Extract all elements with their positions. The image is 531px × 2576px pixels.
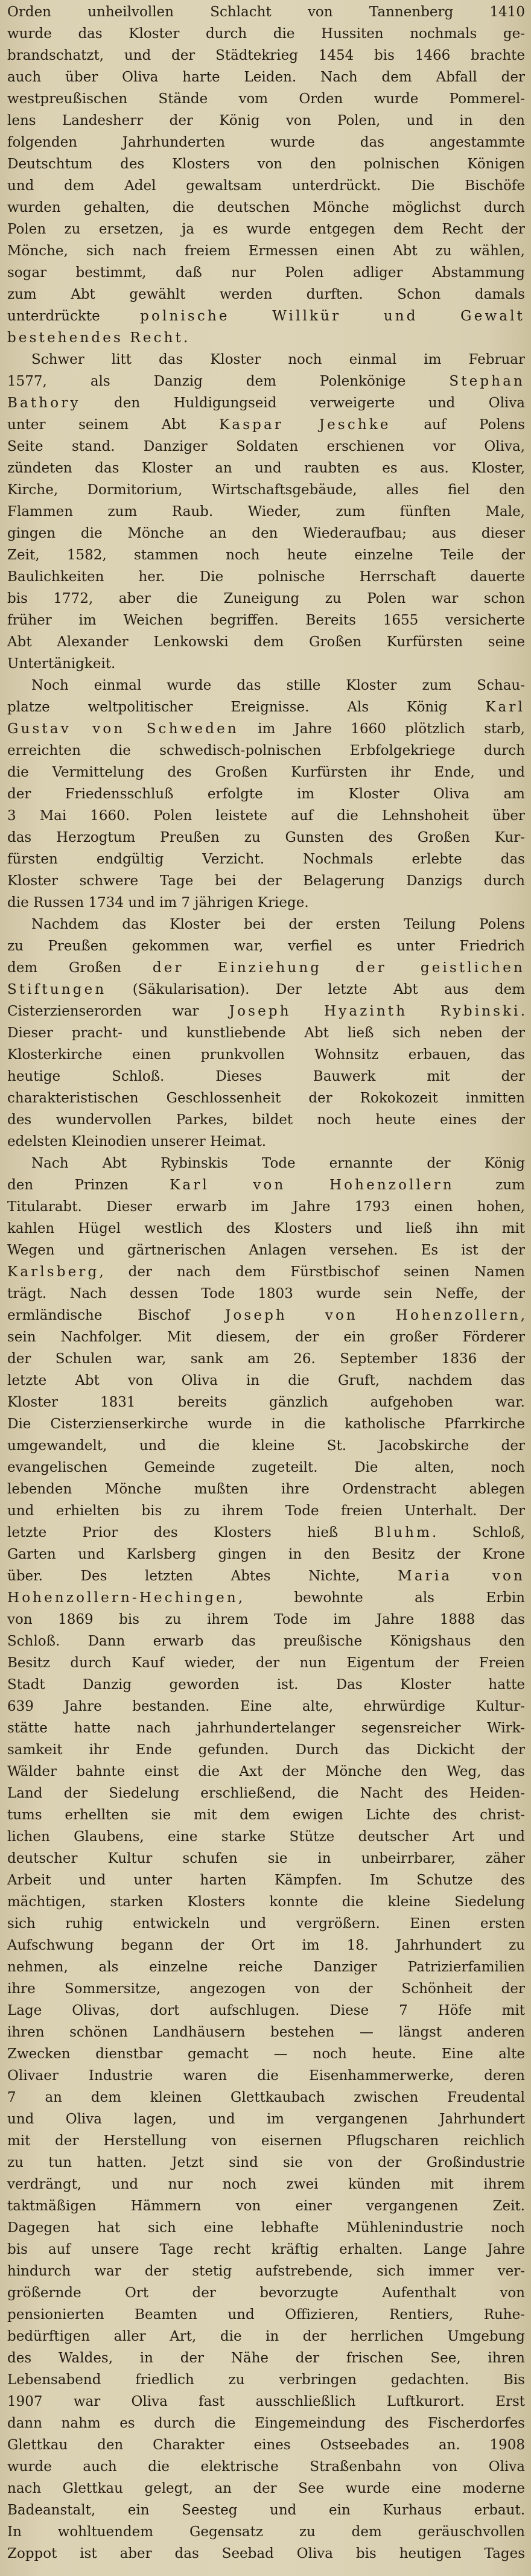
text-line: zu Preußen gekommen war, verfiel es unter Friedrich bbox=[7, 938, 525, 954]
text-line: der Friedensschluß erfolgte im Kloster Oliva am bbox=[7, 786, 525, 802]
text-line: Arbeit und unter harten Kämpfen. Im Schutze des bbox=[7, 1872, 525, 1888]
text-segment: unterdrückte bbox=[7, 308, 141, 324]
text-segment: den Huldigungseid verweigerte und Oliva bbox=[80, 395, 525, 411]
text-line: das Herzogtum Preußen zu Gunsten des Großen Kur- bbox=[7, 830, 525, 845]
text-line: ihren schönen Landhäusern bestehen — längst anderen bbox=[7, 2024, 525, 2040]
text-segment: auf Polens bbox=[390, 417, 525, 433]
text-line: Klosterkirche einen prunkvollen Wohnsitz erbauen, das bbox=[7, 1047, 525, 1063]
article-column bbox=[7, 1, 525, 2565]
text-line: ihre Sommersitze, angezogen von der Schönheit der bbox=[7, 1981, 525, 1997]
text-line: und dem Adel gewaltsam unterdrückt. Die Bischöfe bbox=[7, 178, 525, 194]
text-line: stätte hatte nach jahrhundertelanger segensreicher Wirk- bbox=[7, 1720, 525, 1736]
emphasized-text: bestehendes Recht bbox=[7, 330, 183, 346]
text-line: Untertänigkeit. bbox=[7, 656, 116, 672]
text-segment: unter seinem Abt bbox=[7, 417, 220, 433]
text-line: Flammen zum Raub. Wieder, zum fünften Male, bbox=[7, 504, 525, 520]
text-line: lebenden Mönche mußten ihre Ordenstracht ablegen bbox=[7, 1481, 525, 1497]
text-line: und Oliva lagen, und im vergangenen Jahrhundert bbox=[7, 2111, 525, 2127]
text-line: mächtigen, starken Klosters konnte die kleine Siedelung bbox=[7, 1894, 525, 1910]
text-line bbox=[7, 305, 525, 327]
text-line bbox=[7, 1174, 525, 1196]
text-line: zu tun hatten. Jetzt sind sie von der Großindustrie bbox=[7, 2155, 525, 2171]
text-line: tums erhellten sie mit dem ewigen Lichte des christ- bbox=[7, 1807, 525, 1823]
text-line: Garten und Karlsberg gingen in den Besitz der Krone bbox=[7, 1547, 525, 1562]
text-line: samkeit ihr Ende gefunden. Durch das Dickicht der bbox=[7, 1742, 525, 1758]
text-line: Kirche, Dormitorium, Wirtschaftsgebäude, alles fiel den bbox=[7, 482, 525, 498]
text-line: 639 Jahre bestanden. Eine alte, ehrwürdige Kultur- bbox=[7, 1699, 525, 1714]
text-line bbox=[7, 327, 525, 349]
emphasized-text: polnische Willkür und Gewalt bbox=[140, 308, 525, 324]
text-line: Glettkau den Charakter eines Ostseebades an. 1908 bbox=[7, 2437, 525, 2453]
text-segment: . bbox=[520, 1003, 525, 1019]
text-line: die Vermittelung des Großen Kurfürsten ihr Ende, und bbox=[7, 765, 525, 780]
text-line: 3 Mai 1660. Polen leistete auf die Lehnshoheit über bbox=[7, 808, 525, 824]
text-segment: 1577, als Danzig dem Polenkönige bbox=[7, 374, 450, 389]
text-line: sich ruhig entwickeln und vergrößern. Einen ersten bbox=[7, 1916, 525, 1932]
text-line: des Waldes, in der Nähe der frischen See, ihren bbox=[7, 2350, 525, 2366]
text-line: Wegen und gärtnerischen Anlagen versehen. Es ist der bbox=[7, 1242, 525, 1258]
text-line: mit der Herstellung von eisernen Pflugscharen reichlich bbox=[7, 2133, 525, 2149]
text-line: Zwecken dienstbar gemacht — noch heute. Eine alte bbox=[7, 2046, 525, 2062]
text-line: die Russen 1734 und im 7 jährigen Kriege. bbox=[7, 895, 309, 911]
text-line bbox=[7, 979, 525, 1000]
text-line: früher im Weichen begriffen. Bereits 1655 versicherte bbox=[7, 612, 525, 628]
text-segment: , bewohnte als Erbin bbox=[238, 1590, 525, 1606]
text-line: und erhielten bis zu ihrem Tode freien Unterhalt. Der bbox=[7, 1503, 525, 1519]
text-line: lens Landesherr der König von Polen, und in den bbox=[7, 113, 525, 129]
text-segment: , der nach dem Fürstbischof seinen Namen bbox=[99, 1264, 525, 1280]
text-line: bis 1772, aber die Zuneigung zu Polen war schon bbox=[7, 591, 525, 606]
text-line: In wohltuendem Gegensatz zu dem geräuschvollen bbox=[7, 2524, 525, 2540]
emphasized-text: der Einziehung der geistlichen bbox=[152, 960, 525, 976]
text-line: Seite stand. Danziger Soldaten erschienen vor Oliva, bbox=[7, 439, 525, 454]
emphasized-text: Bathory bbox=[7, 395, 81, 411]
text-segment: letzte Prior des Klosters hieß bbox=[7, 1525, 374, 1541]
text-line: umgewandelt, und die kleine St. Jacobskirche der bbox=[7, 1438, 525, 1454]
text-line bbox=[7, 1305, 525, 1326]
text-segment: im Jahre 1660 plötzlich starb, bbox=[238, 721, 525, 737]
text-line: sogar bestimmt, daß nur Polen adliger Abstammung bbox=[7, 265, 525, 281]
text-line: Land der Siedelung erschließend, die Nacht des Heiden- bbox=[7, 1786, 525, 1801]
text-line: edelsten Kleinodien unserer Heimat. bbox=[7, 1134, 267, 1150]
text-line bbox=[7, 370, 525, 392]
emphasized-text: Hohenzollern-Hechingen bbox=[7, 1590, 238, 1606]
text-line: 1907 war Oliva fast ausschließlich Luftkurort. Erst bbox=[7, 2394, 525, 2409]
emphasized-text: Karl bbox=[485, 699, 525, 715]
text-line bbox=[7, 1587, 525, 1609]
text-line: kahlen Hügel westlich des Klosters und ließ ihn mit bbox=[7, 1221, 525, 1236]
text-line: zündeten das Kloster an und raubten es aus. Kloster, bbox=[7, 460, 525, 476]
text-line: Mönche, sich nach freiem Ermessen einen Abt zu wählen, bbox=[7, 243, 525, 259]
text-line: Wälder bahnte einst die Axt der Mönche den Weg, das bbox=[7, 1764, 525, 1779]
text-line: Dieser pracht- und kunstliebende Abt ließ sich neben der bbox=[7, 1025, 525, 1041]
text-line: Badeanstalt, ein Seesteg und ein Kurhaus erbaut. bbox=[7, 2502, 525, 2518]
text-line: 7 an dem kleinen Glettkaubach zwischen Freudental bbox=[7, 2090, 525, 2105]
text-line: Noch einmal wurde das stille Kloster zum Schau- bbox=[31, 678, 525, 693]
text-line: des wundervollen Parkes, bildet noch heute eines der bbox=[7, 1112, 525, 1128]
text-line: Nachdem das Kloster bei der ersten Teilung Polens bbox=[31, 917, 525, 932]
text-segment: über. Des letzten Abtes Nichte, bbox=[7, 1568, 398, 1584]
text-line: Kloster 1831 bereits gänzlich aufgehoben war. bbox=[7, 1395, 525, 1410]
text-segment: Cisterzienserorden war bbox=[7, 1003, 229, 1019]
text-line: folgenden Jahrhunderten wurde das angestammte bbox=[7, 135, 525, 150]
text-line: erreichten die schwedisch-polnischen Erbfolgekriege durch bbox=[7, 743, 525, 758]
text-segment: . bbox=[183, 330, 188, 346]
text-line: Schwer litt das Kloster noch einmal im Februar bbox=[31, 352, 525, 367]
text-line bbox=[7, 414, 525, 436]
text-line: der Schulen war, sank am 26. September 1836 der bbox=[7, 1351, 525, 1367]
emphasized-text: Joseph Hyazinth Rybinski bbox=[229, 1003, 521, 1019]
text-segment: ermländische Bischof bbox=[7, 1308, 226, 1323]
emphasized-text: Karlsberg bbox=[7, 1264, 100, 1280]
text-line bbox=[7, 1565, 525, 1587]
text-line: deutscher Kultur schufen sie in unbeirrbarer, zäher bbox=[7, 1851, 525, 1866]
text-line: letzte Abt von Oliva in die Gruft, nachdem das bbox=[7, 1373, 525, 1388]
text-line: Abt Alexander Lenkowski dem Großen Kurfürsten seine bbox=[7, 634, 525, 650]
text-line: wurde das Kloster durch die Hussiten nochmals ge- bbox=[7, 26, 525, 42]
text-line: größernde Ort der bevorzugte Aufenthalt von bbox=[7, 2285, 525, 2301]
text-line: Polen zu ersetzen, ja es wurde entgegen dem Recht der bbox=[7, 221, 525, 237]
text-line: zum Abt gewählt werden durften. Schon damals bbox=[7, 287, 525, 302]
text-line: Schloß. Dann erwarb das preußische Königshaus den bbox=[7, 1633, 525, 1649]
text-line: Zeit, 1582, stammen noch heute einzelne Teile der bbox=[7, 547, 525, 563]
text-line: Deutschtum des Klosters von den polnischen Königen bbox=[7, 156, 525, 172]
text-line: Lebensabend friedlich zu verbringen gedachten. Bis bbox=[7, 2372, 525, 2388]
text-line: fürsten endgültig Verzicht. Nochmals erlebte das bbox=[7, 851, 525, 867]
text-line: Nach Abt Rybinskis Tode ernannte der König bbox=[31, 1156, 525, 1171]
text-line bbox=[7, 718, 525, 740]
text-line: wurde auch die elektrische Straßenbahn von Oliva bbox=[7, 2459, 525, 2475]
text-line: von 1869 bis zu ihrem Tode im Jahre 1888 das bbox=[7, 1612, 525, 1627]
text-line bbox=[7, 957, 525, 979]
text-line: taktmäßigen Hämmern von einer vergangenen Zeit. bbox=[7, 2198, 525, 2214]
text-segment: dem Großen bbox=[7, 960, 153, 976]
text-line: brandschatzt, und der Städtekrieg 1454 bis 1466 brachte bbox=[7, 48, 525, 63]
text-line: Zoppot ist aber das Seebad Oliva bis heutigen Tages bbox=[7, 2546, 525, 2562]
text-line: Dagegen hat sich eine lebhafte Mühlenindustrie noch bbox=[7, 2220, 525, 2236]
text-line bbox=[7, 1000, 525, 1022]
text-line: Titularabt. Dieser erwarb im Jahre 1793 einen hohen, bbox=[7, 1199, 525, 1215]
text-line: pensionierten Beamten und Offizieren, Rentiers, Ruhe- bbox=[7, 2307, 525, 2323]
text-line: dann nahm es durch die Eingemeindung des Fischerdorfes bbox=[7, 2415, 525, 2431]
text-segment: . Schloß, bbox=[432, 1525, 525, 1541]
text-line: Olivaer Industrie waren die Eisenhammerwerke, deren bbox=[7, 2068, 525, 2084]
text-line: bedürftigen aller Art, die in der herrlichen Umgebung bbox=[7, 2329, 525, 2344]
emphasized-text: Karl von Hohenzollern bbox=[170, 1177, 454, 1193]
emphasized-text: Maria von bbox=[398, 1568, 525, 1584]
text-segment: , bbox=[520, 1308, 525, 1323]
text-line: charakteristischen Geschlossenheit der Rokokozeit inmitten bbox=[7, 1090, 525, 1106]
text-line: auch über Oliva harte Leiden. Nach dem Abfall der bbox=[7, 69, 525, 85]
text-line: Orden unheilvollen Schlacht von Tannenberg 1410 bbox=[7, 4, 525, 20]
text-line: nehmen, als einzelne reiche Danziger Patrizierfamilien bbox=[7, 1959, 525, 1975]
text-line bbox=[7, 696, 525, 718]
text-line: trägt. Nach dessen Tode 1803 wurde sein Neffe, der bbox=[7, 1286, 525, 1302]
text-line: Baulichkeiten her. Die polnische Herrschaft dauerte bbox=[7, 569, 525, 585]
text-line: gingen die Mönche an den Wiederaufbau; aus dieser bbox=[7, 526, 525, 541]
text-line bbox=[7, 1261, 525, 1283]
text-segment: platze weltpolitischer Ereignisse. Als König bbox=[7, 699, 486, 715]
text-segment: (Säkularisation). Der letzte Abt aus dem bbox=[106, 982, 525, 997]
text-line: Stadt Danzig geworden ist. Das Kloster hatte bbox=[7, 1677, 525, 1693]
text-line: Die Cisterzienserkirche wurde in die katholische Pfarrkirche bbox=[7, 1416, 525, 1432]
text-segment: zum bbox=[454, 1177, 525, 1193]
text-segment: den Prinzen bbox=[7, 1177, 170, 1193]
text-line: Aufschwung begann der Ort im 18. Jahrhundert zu bbox=[7, 1938, 525, 1953]
text-line: bis auf unsere Tage recht kräftig erhalten. Lange Jahre bbox=[7, 2242, 525, 2257]
emphasized-text: Bluhm bbox=[374, 1525, 433, 1541]
text-line: wurden gehalten, die deutschen Mönche möglichst durch bbox=[7, 200, 525, 215]
text-line: westpreußischen Stände vom Orden wurde Pommerel- bbox=[7, 91, 525, 107]
text-line: verdrängt, und nur noch zwei künden mit ihrem bbox=[7, 2177, 525, 2192]
text-line bbox=[7, 392, 525, 414]
emphasized-text: Stephan bbox=[449, 374, 525, 389]
text-line: nach Glettkau gelegt, an der See wurde eine moderne bbox=[7, 2481, 525, 2496]
text-line: Kloster schwere Tage bei der Belagerung Danzigs durch bbox=[7, 873, 525, 889]
text-line bbox=[7, 1522, 525, 1544]
emphasized-text: Kaspar Jeschke bbox=[219, 417, 391, 433]
emphasized-text: Stiftungen bbox=[7, 982, 107, 997]
text-line: lichen Glaubens, eine starke Stütze deutscher Art und bbox=[7, 1829, 525, 1845]
text-line: evangelischen Gemeinde zugeteilt. Die alten, noch bbox=[7, 1460, 525, 1475]
text-line: sein Nachfolger. Mit diesem, der ein großer Förderer bbox=[7, 1329, 525, 1345]
text-line: Besitz durch Kauf wieder, der nun Eigentum der Freien bbox=[7, 1655, 525, 1671]
emphasized-text: Gustav von Schweden bbox=[7, 721, 239, 737]
emphasized-text: Joseph von Hohenzollern bbox=[225, 1308, 521, 1323]
text-line: hindurch war der stetig aufstrebende, sich immer ver- bbox=[7, 2263, 525, 2279]
text-line: Lage Olivas, dort aufschlugen. Diese 7 Höfe mit bbox=[7, 2003, 525, 2018]
text-line: heutige Schloß. Dieses Bauwerk mit der bbox=[7, 1069, 525, 1084]
